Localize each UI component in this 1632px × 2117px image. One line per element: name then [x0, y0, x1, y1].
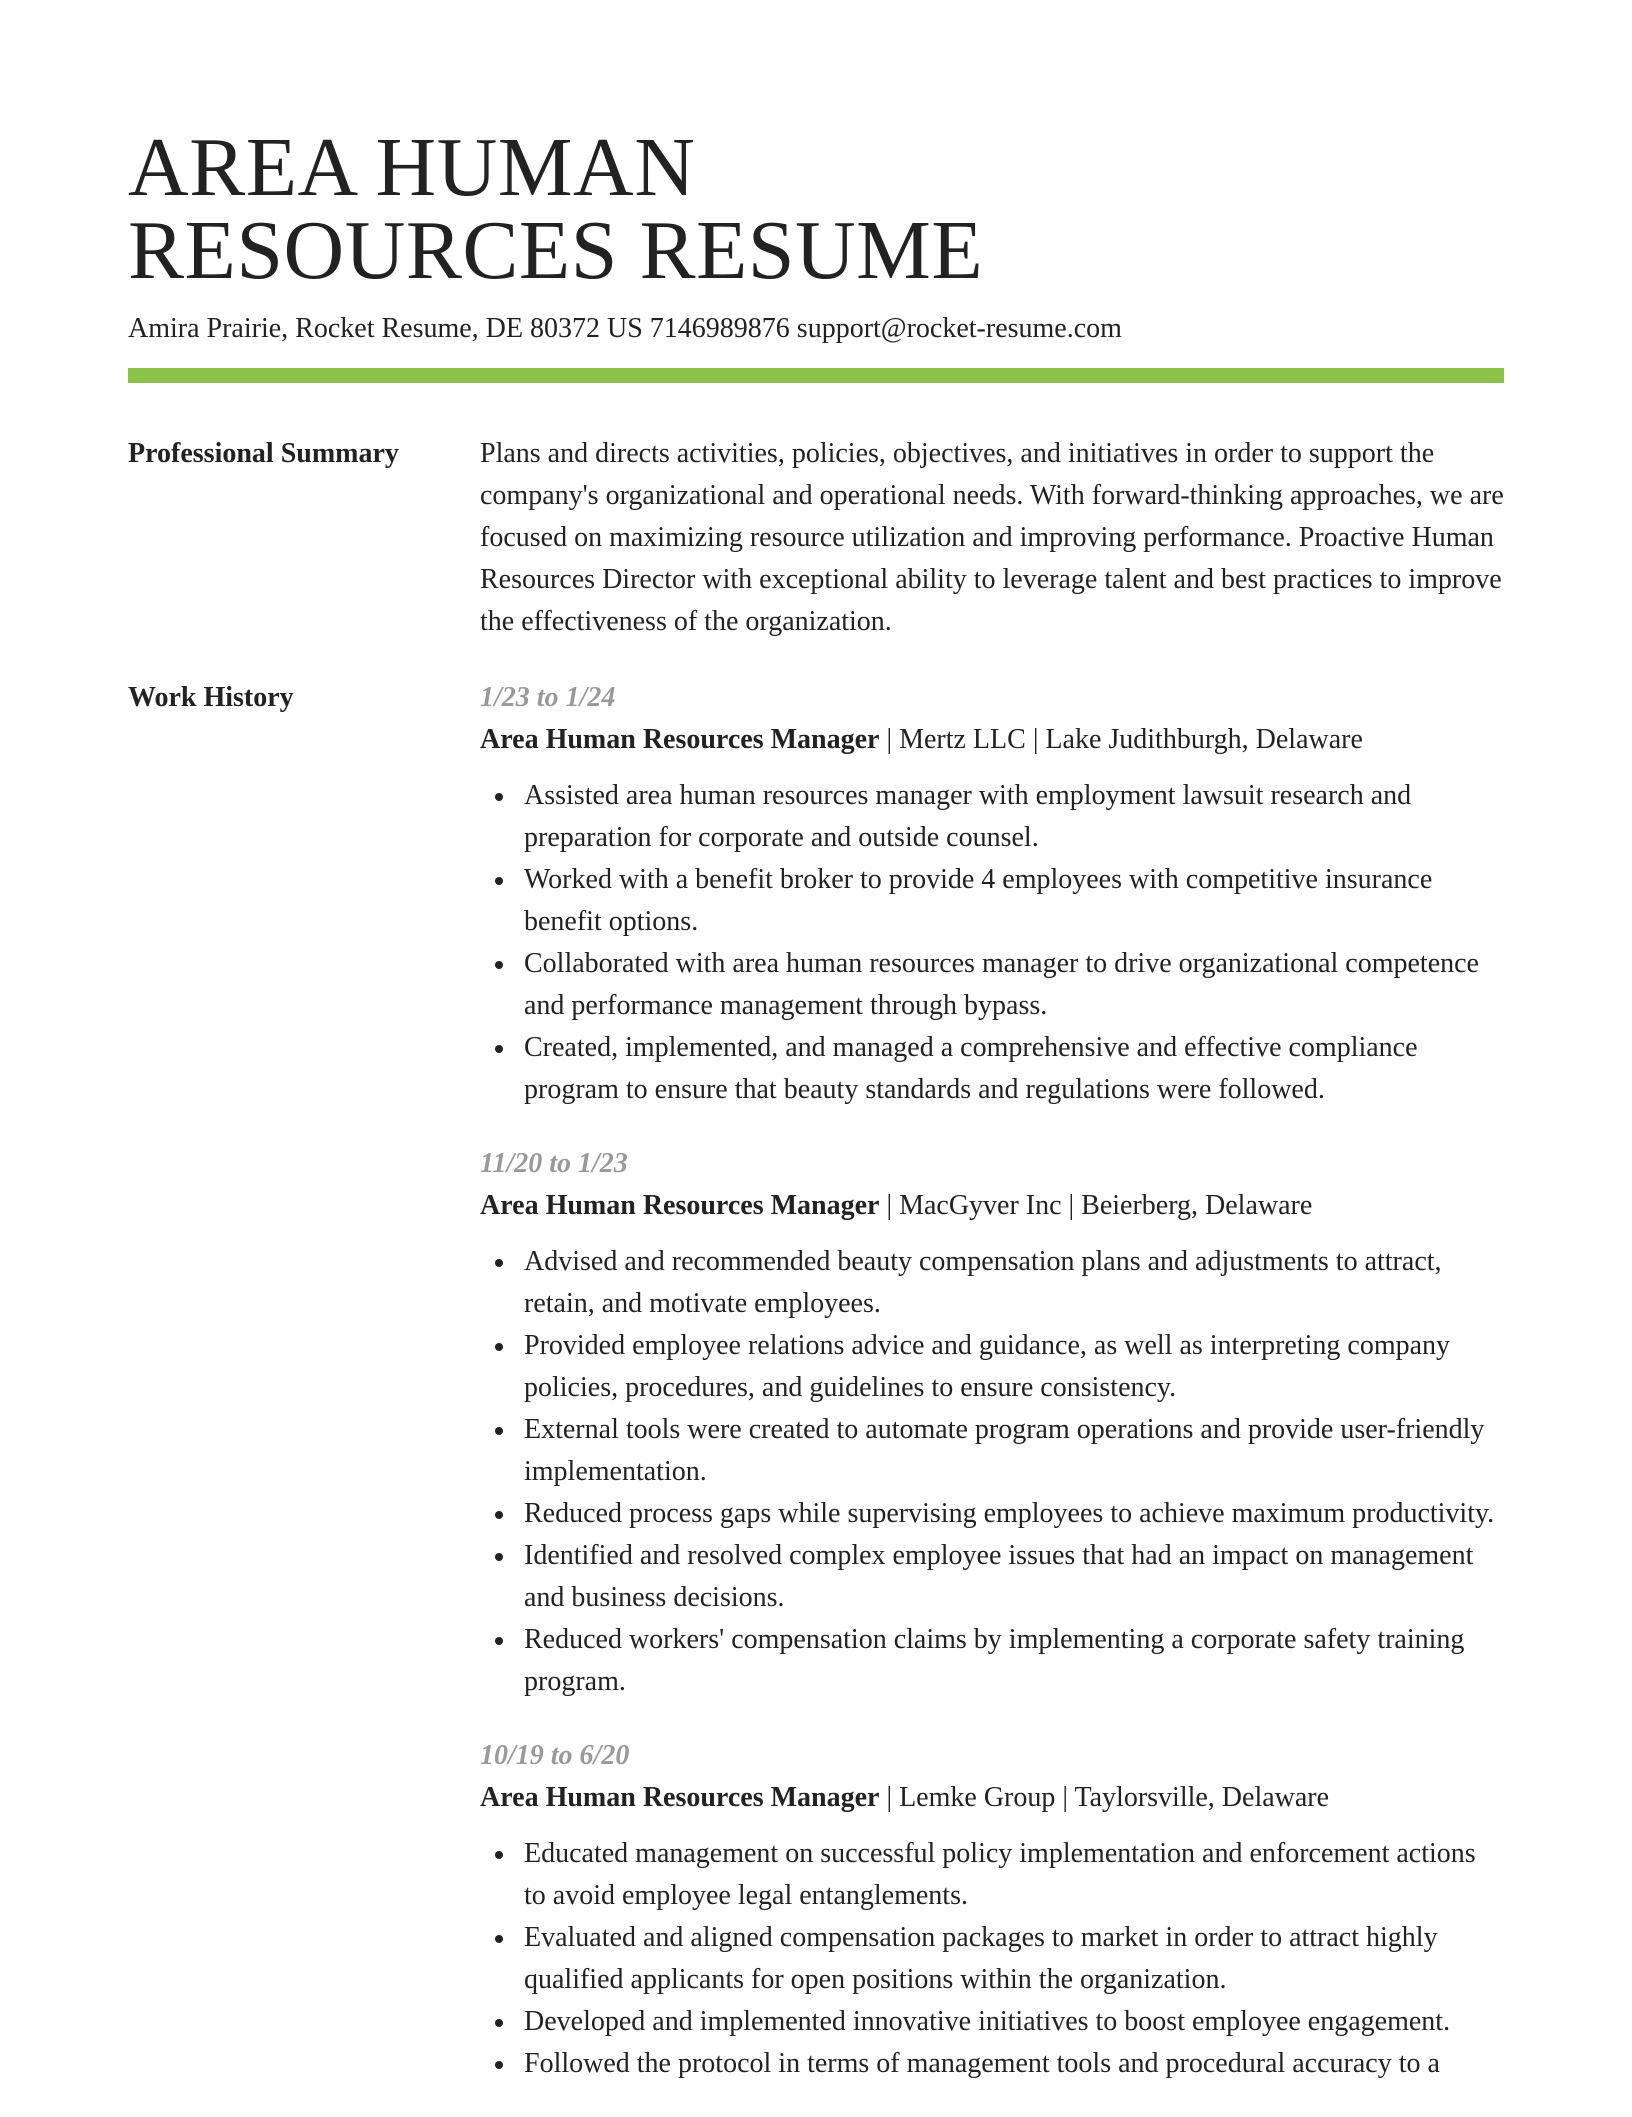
- job-bullet: Identified and resolved complex employee issues that had an impact on management and business decisions.: [524, 1535, 1504, 1619]
- job-company-location: | MacGyver Inc | Beierberg, Delaware: [879, 1190, 1313, 1221]
- professional-summary-text: Plans and directs activities, policies, objectives, and initiatives in order to support the company's organizational and operational needs. With forward-thinking approaches, we are focused on maximizing resource utilization and improving performance. Proactive Human Resources Director with exceptional ability to leverage talent and best practices to improve the effectiveness of the organization.: [480, 438, 1504, 637]
- job-dates: 1/23 to 1/24: [480, 682, 616, 713]
- job-bullet: Assisted area human resources manager with employment lawsuit research and preparation for corporate and outside counsel.: [524, 775, 1504, 859]
- job-bullet-list: [480, 1833, 1504, 2085]
- job-dates: 10/19 to 6/20: [480, 1740, 630, 1771]
- job-heading: [480, 719, 1504, 761]
- resume-title-line-1: AREA HUMAN: [128, 121, 696, 214]
- job-bullet: Advised and recommended beauty compensation plans and adjustments to attract, retain, and motivate employees.: [524, 1241, 1504, 1325]
- job-bullet: Reduced workers' compensation claims by implementing a corporate safety training program.: [524, 1619, 1504, 1703]
- job-bullet: Created, implemented, and managed a comprehensive and effective compliance program to ensure that beauty standards and regulations were followed.: [524, 1027, 1504, 1111]
- job-title: Area Human Resources Manager: [480, 1190, 880, 1221]
- job-bullet: Worked with a benefit broker to provide 4 employees with competitive insurance benefit options.: [524, 859, 1504, 943]
- job-company-location: | Mertz LLC | Lake Judithburgh, Delaware: [879, 724, 1363, 755]
- section-label-work-history: Work History: [128, 682, 294, 713]
- job-bullet: External tools were created to automate program operations and provide user-friendly implementation.: [524, 1409, 1504, 1493]
- job-heading: [480, 1185, 1504, 1227]
- work-history-list: [480, 677, 1504, 2117]
- work-history-section: [128, 677, 1504, 2117]
- job-bullet: Educated management on successful policy implementation and enforcement actions to avoid employee legal entanglements.: [524, 1833, 1504, 1917]
- job-entry: [480, 1143, 1504, 1703]
- job-entry: [480, 677, 1504, 1111]
- job-bullet: Provided employee relations advice and guidance, as well as interpreting company policies, procedures, and guidelines to ensure consistency.: [524, 1325, 1504, 1409]
- job-title: Area Human Resources Manager: [480, 724, 880, 755]
- job-bullet-list: [480, 775, 1504, 1111]
- job-bullet: Developed and implemented innovative initiatives to boost employee engagement.: [524, 2001, 1504, 2043]
- section-label-professional-summary: Professional Summary: [128, 438, 399, 469]
- job-bullet: Collaborated with area human resources manager to drive organizational competence and performance management through bypass.: [524, 943, 1504, 1027]
- resume-title: [128, 0, 1504, 297]
- job-bullet-list: [480, 1241, 1504, 1703]
- job-bullet: Followed the protocol in terms of management tools and procedural accuracy to a: [524, 2043, 1504, 2085]
- job-heading: [480, 1777, 1504, 1819]
- accent-divider: [128, 368, 1504, 383]
- job-dates: 11/20 to 1/23: [480, 1148, 628, 1179]
- job-entry: [480, 1735, 1504, 2085]
- job-company-location: | Lemke Group | Taylorsville, Delaware: [879, 1782, 1330, 1813]
- job-bullet: Evaluated and aligned compensation packages to market in order to attract highly qualified applicants for open positions within the organization.: [524, 1917, 1504, 2001]
- professional-summary-section: [128, 433, 1504, 643]
- job-title: Area Human Resources Manager: [480, 1782, 880, 1813]
- resume-page: [128, 0, 1504, 2117]
- contact-info: Amira Prairie, Rocket Resume, DE 80372 US 7146989876 support@rocket-resume.com: [128, 313, 1122, 344]
- job-bullet: Reduced process gaps while supervising employees to achieve maximum productivity.: [524, 1493, 1504, 1535]
- resume-title-line-2: RESOURCES RESUME: [128, 204, 984, 297]
